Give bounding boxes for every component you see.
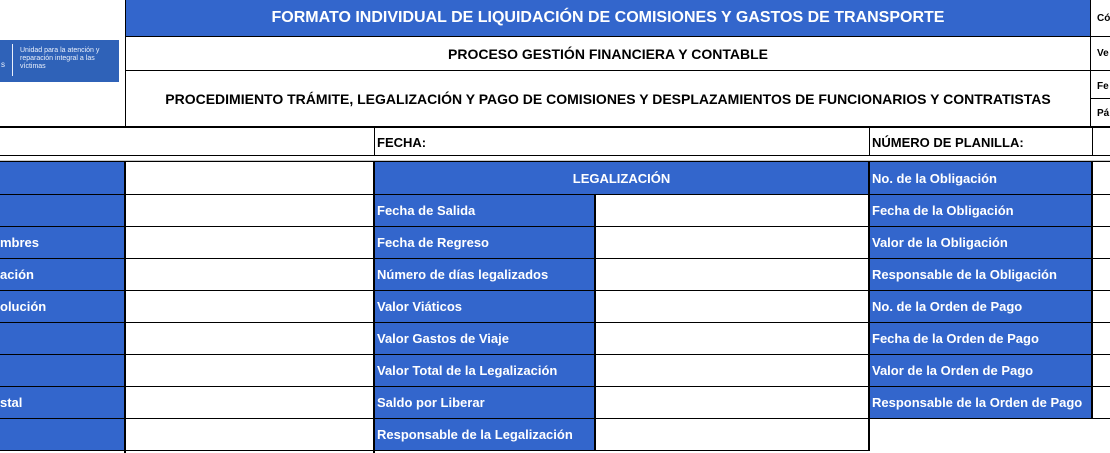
legalizacion-header: LEGALIZACIÓN bbox=[375, 162, 868, 194]
left-value-cell[interactable] bbox=[126, 387, 373, 418]
left-value-cell[interactable] bbox=[126, 419, 373, 450]
obligacion-value-cell[interactable] bbox=[1093, 291, 1110, 322]
obligacion-label: Fecha de la Orden de Pago bbox=[870, 323, 1091, 354]
left-label-cell bbox=[0, 323, 124, 354]
planilla-label: NÚMERO DE PLANILLA: bbox=[872, 134, 1024, 150]
left-label-cell: stal bbox=[0, 387, 124, 418]
left-label-cell bbox=[0, 355, 124, 386]
legalizacion-label: Saldo por Liberar bbox=[375, 387, 594, 418]
procedure-title bbox=[126, 71, 1090, 126]
left-value-cell[interactable] bbox=[126, 162, 373, 194]
obligacion-value-cell[interactable] bbox=[1093, 355, 1110, 386]
left-label-cell bbox=[0, 419, 124, 450]
legalizacion-value-cell[interactable] bbox=[596, 291, 868, 322]
legalizacion-label: Fecha de Salida bbox=[375, 195, 594, 226]
form-title-text: FORMATO INDIVIDUAL DE LIQUIDACIÓN DE COMISIONES Y GASTOS DE TRANSPORTE bbox=[271, 9, 945, 26]
legalizacion-value-cell[interactable] bbox=[596, 387, 868, 418]
logo-divider bbox=[12, 44, 13, 76]
fecha-label: FECHA: bbox=[377, 134, 427, 150]
process-title bbox=[126, 37, 1090, 70]
procedure-title-text: PROCEDIMIENTO TRÁMITE, LEGALIZACIÓN Y PAGO DE COMISIONES Y DESPLAZAMIENTOS DE FUNCIONARIOS Y CONTRATISTAS bbox=[165, 90, 1051, 107]
logo-symbol: s bbox=[1, 60, 5, 69]
date-label: Fe bbox=[1097, 80, 1109, 92]
legalizacion-label: Responsable de la Legalización bbox=[375, 419, 594, 450]
process-title-text: PROCESO GESTIÓN FINANCIERA Y CONTABLE bbox=[448, 45, 768, 62]
left-label-cell bbox=[0, 162, 124, 194]
left-label-cell: ación bbox=[0, 259, 124, 290]
left-value-cell[interactable] bbox=[126, 323, 373, 354]
obligacion-value-cell[interactable] bbox=[1093, 195, 1110, 226]
legalizacion-label: Fecha de Regreso bbox=[375, 227, 594, 258]
legalizacion-label: Valor Viáticos bbox=[375, 291, 594, 322]
obligacion-label: No. de la Obligación bbox=[870, 162, 1091, 194]
left-value-cell[interactable] bbox=[126, 195, 373, 226]
obligacion-value-cell[interactable] bbox=[1093, 259, 1110, 290]
version-label: Ve bbox=[1097, 47, 1109, 59]
left-label-cell bbox=[0, 195, 124, 226]
left-label-cell: mbres bbox=[0, 227, 124, 258]
legalizacion-value-cell[interactable] bbox=[596, 355, 868, 386]
left-value-cell[interactable] bbox=[126, 355, 373, 386]
obligacion-value-cell[interactable] bbox=[1093, 387, 1110, 418]
obligacion-label: Valor de la Obligación bbox=[870, 227, 1091, 258]
left-value-cell[interactable] bbox=[126, 227, 373, 258]
code-label: Có bbox=[1097, 12, 1110, 24]
obligacion-label: Responsable de la Obligación bbox=[870, 259, 1091, 290]
legalizacion-value-cell[interactable] bbox=[596, 259, 868, 290]
obligacion-label: Fecha de la Obligación bbox=[870, 195, 1091, 226]
obligacion-label: No. de la Orden de Pago bbox=[870, 291, 1091, 322]
legalizacion-label: Valor Total de la Legalización bbox=[375, 355, 594, 386]
left-label-cell: olución bbox=[0, 291, 124, 322]
legalizacion-value-cell[interactable] bbox=[596, 323, 868, 354]
obligacion-label: Responsable de la Orden de Pago bbox=[870, 387, 1091, 418]
obligacion-value-cell[interactable] bbox=[1093, 323, 1110, 354]
left-value-cell[interactable] bbox=[126, 291, 373, 322]
obligacion-value-cell[interactable] bbox=[1093, 162, 1110, 194]
page-label: Pá bbox=[1097, 107, 1110, 119]
legalizacion-value-cell[interactable] bbox=[596, 195, 868, 226]
logo-text: Unidad para la atención y reparación integral a las víctimas bbox=[20, 47, 100, 70]
legalizacion-value-cell[interactable] bbox=[596, 227, 868, 258]
obligacion-label: Valor de la Orden de Pago bbox=[870, 355, 1091, 386]
obligacion-value-cell[interactable] bbox=[1093, 227, 1110, 258]
form-title bbox=[126, 0, 1090, 36]
legalizacion-label: Número de días legalizados bbox=[375, 259, 594, 290]
left-value-cell[interactable] bbox=[126, 259, 373, 290]
legalizacion-label: Valor Gastos de Viaje bbox=[375, 323, 594, 354]
legalizacion-value-cell[interactable] bbox=[596, 419, 868, 450]
